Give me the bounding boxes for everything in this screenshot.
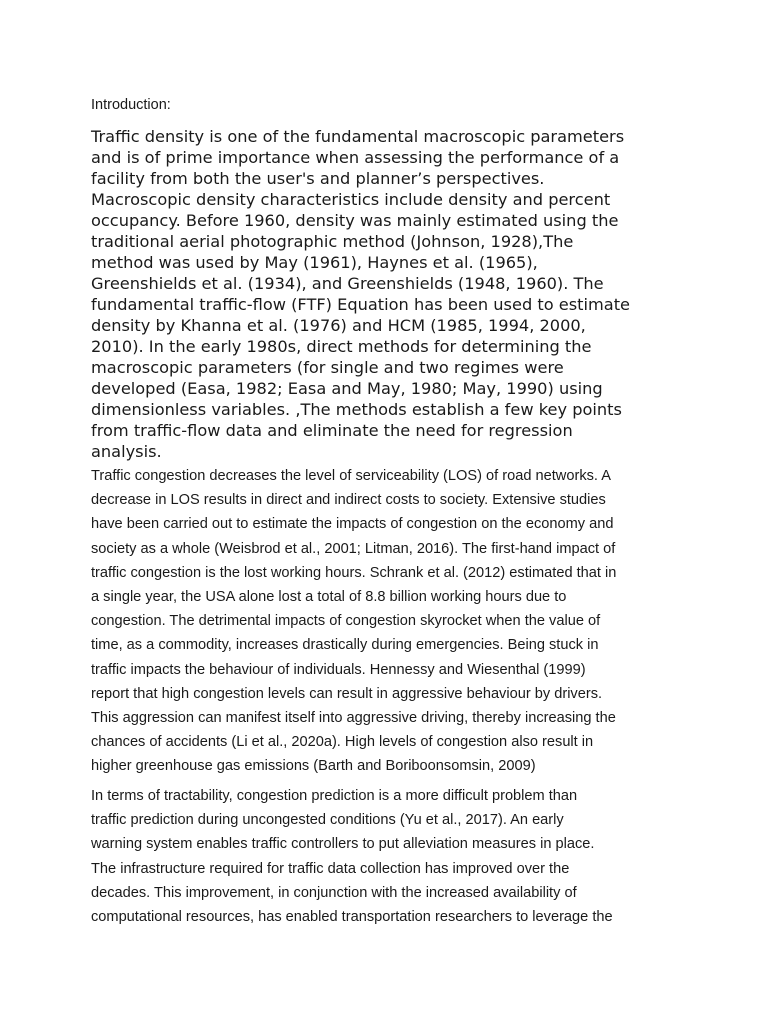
paragraph-tractability <box>91 784 691 929</box>
paragraph-line: report that high congestion levels can result in aggressive behaviour by drivers. <box>91 685 603 702</box>
paragraph-line: society as a whole (Weisbrod et al., 2001; Litman, 2016). The first-hand impact of <box>91 540 616 557</box>
paragraph-line: computational resources, has enabled transportation researchers to leverage the <box>91 909 613 926</box>
paragraph-line: fundamental traffic-flow (FTF) Equation has been used to estimate <box>91 295 631 314</box>
paragraph-line: traffic congestion is the lost working hours. Schrank et al. (2012) estimated that in <box>91 564 617 581</box>
paragraph-line: developed (Easa, 1982; Easa and May, 1980; May, 1990) using <box>91 379 603 398</box>
paragraph-congestion <box>91 464 691 779</box>
paragraph-line: have been carried out to estimate the impacts of congestion on the economy and <box>91 516 614 533</box>
paragraph-line: decades. This improvement, in conjunction with the increased availability of <box>91 884 577 901</box>
paragraph-line: chances of accidents (Li et al., 2020a). High levels of congestion also result in <box>91 734 594 751</box>
paragraph-line: occupancy. Before 1960, density was mainly estimated using the <box>91 211 619 230</box>
section-heading: Introduction: <box>91 97 171 113</box>
paragraph-line: from traffic-flow data and eliminate the need for regression <box>91 421 573 440</box>
paragraph-line: traditional aerial photographic method (Johnson, 1928),The <box>91 232 574 251</box>
paragraph-line: higher greenhouse gas emissions (Barth and Boriboonsomsin, 2009) <box>91 758 536 775</box>
paragraph-line: method was used by May (1961), Haynes et al. (1965), <box>91 253 538 272</box>
paragraph-line: and is of prime importance when assessing the performance of a <box>91 148 620 167</box>
paragraph-line: macroscopic parameters (for single and two regimes were <box>91 358 564 377</box>
paragraph-line: Traffic density is one of the fundamental macroscopic parameters <box>91 127 625 146</box>
paragraph-line: dimensionless variables. ,The methods establish a few key points <box>91 400 622 419</box>
paragraph-line: traffic impacts the behaviour of individuals. Hennessy and Wiesenthal (1999) <box>91 661 586 678</box>
paragraph-line: Greenshields et al. (1934), and Greenshields (1948, 1960). The <box>91 274 604 293</box>
paragraph-line: In terms of tractability, congestion prediction is a more difficult problem than <box>91 788 578 804</box>
paragraph-line: congestion. The detrimental impacts of congestion skyrocket when the value of <box>91 613 601 630</box>
paragraph-line: Macroscopic density characteristics include density and percent <box>91 190 611 209</box>
paragraph-line: traffic prediction during uncongested conditions (Yu et al., 2017). An early <box>91 812 564 829</box>
paragraph-density <box>91 126 691 462</box>
paragraph-line: decrease in LOS results in direct and indirect costs to society. Extensive studies <box>91 492 606 509</box>
paragraph-line: a single year, the USA alone lost a total of 8.8 billion working hours due to <box>91 589 567 606</box>
paragraph-line: This aggression can manifest itself into aggressive driving, thereby increasing the <box>91 710 616 727</box>
paragraph-line: The infrastructure required for traffic data collection has improved over the <box>91 860 570 877</box>
paragraph-line: 2010). In the early 1980s, direct methods for determining the <box>91 337 592 356</box>
paragraph-line: time, as a commodity, increases drastically during emergencies. Being stuck in <box>91 637 599 654</box>
paragraph-line: facility from both the user's and planner’s perspectives. <box>91 169 545 188</box>
paragraph-line: warning system enables traffic controllers to put alleviation measures in place. <box>91 836 595 853</box>
paragraph-line: Traffic congestion decreases the level of serviceability (LOS) of road networks. A <box>91 468 611 484</box>
paragraph-line: density by Khanna et al. (1976) and HCM (1985, 1994, 2000, <box>91 316 586 335</box>
paragraph-line: analysis. <box>91 442 162 461</box>
